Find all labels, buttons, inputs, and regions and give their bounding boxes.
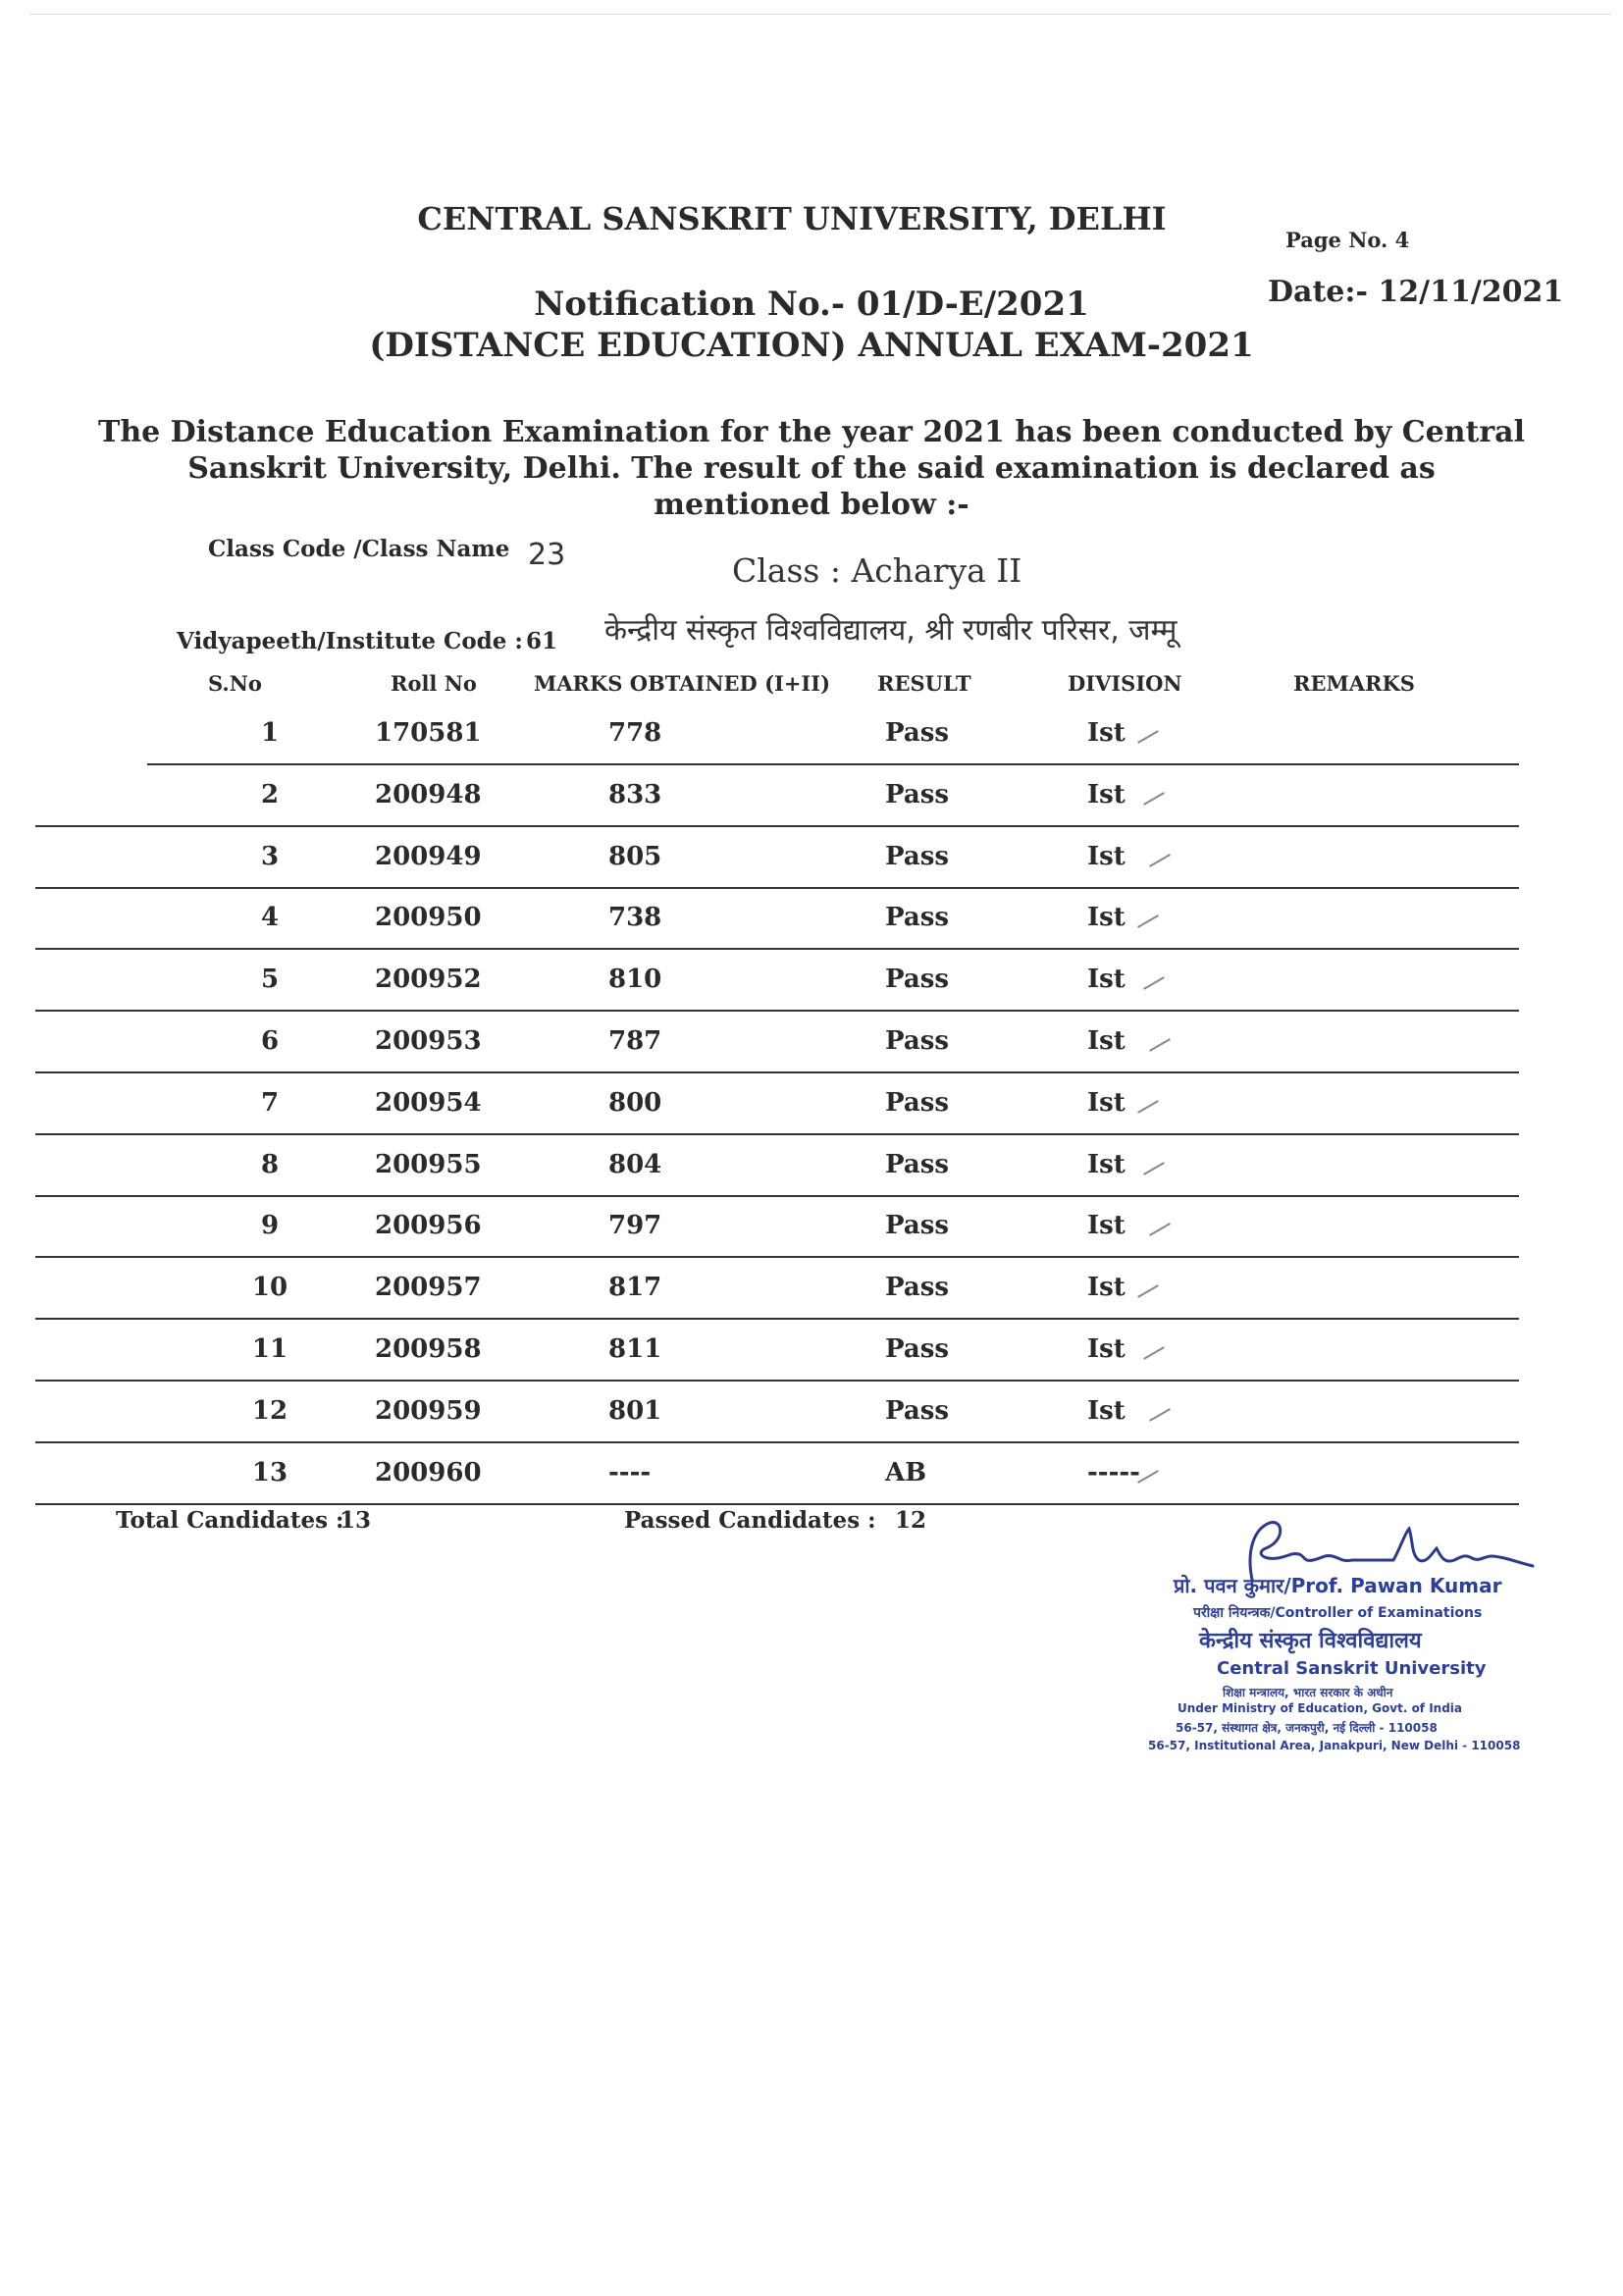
cell-roll: 200955 <box>375 1149 482 1179</box>
cell-division: Ist <box>1087 1026 1126 1056</box>
cell-marks: 787 <box>608 1026 662 1056</box>
cell-marks: 797 <box>608 1211 662 1241</box>
cell-result: Pass <box>885 1026 949 1056</box>
row-divider <box>35 948 1519 950</box>
cell-sno: 10 <box>251 1273 288 1303</box>
total-candidates-value: 13 <box>340 1507 372 1534</box>
row-divider <box>35 887 1519 889</box>
cell-result: Pass <box>885 1395 949 1426</box>
scan-edge-line <box>29 14 1611 15</box>
row-divider <box>35 825 1519 827</box>
cell-division: Ist <box>1087 903 1126 933</box>
col-header-marks: MARKS OBTAINED (I+II) <box>534 671 831 696</box>
cell-result: Pass <box>885 965 949 995</box>
check-mark-icon <box>1137 1470 1159 1484</box>
row-divider <box>35 1133 1519 1135</box>
check-mark-icon <box>1143 976 1165 990</box>
cell-sno: 3 <box>260 841 280 871</box>
cell-result: AB <box>885 1457 927 1487</box>
col-header-division: DIVISION <box>1068 671 1182 696</box>
class-code-value: 23 <box>528 538 566 572</box>
institute-name-value: केन्द्रीय संस्कृत विश्वविद्यालय, श्री रणबीर परिसर, जम्मू <box>604 613 1178 648</box>
cell-roll: 200960 <box>375 1457 482 1487</box>
check-mark-icon <box>1149 854 1171 867</box>
intro-paragraph <box>98 414 1525 523</box>
cell-result: Pass <box>885 1149 949 1179</box>
cell-division: ----- <box>1087 1457 1140 1487</box>
cell-result: Pass <box>885 841 949 871</box>
check-mark-icon <box>1137 1284 1159 1298</box>
row-divider <box>35 1071 1519 1073</box>
row-divider <box>35 1195 1519 1197</box>
cell-division: Ist <box>1087 779 1126 809</box>
stamp-university-hindi: केन्द्रीय संस्कृत विश्वविद्यालय <box>1199 1629 1422 1653</box>
row-divider <box>35 1503 1519 1505</box>
cell-marks: 833 <box>608 779 662 809</box>
cell-division: Ist <box>1087 1334 1126 1364</box>
cell-sno: 12 <box>251 1395 288 1426</box>
check-mark-icon <box>1143 1346 1165 1360</box>
cell-marks: 817 <box>608 1273 662 1303</box>
class-code-label: Class Code /Class Name <box>208 536 510 562</box>
cell-roll: 200954 <box>375 1087 482 1118</box>
cell-marks: 778 <box>608 718 662 748</box>
cell-roll: 200952 <box>375 965 482 995</box>
cell-marks: ---- <box>608 1457 652 1487</box>
cell-result: Pass <box>885 903 949 933</box>
notification-date: Date:- 12/11/2021 <box>1268 275 1564 309</box>
cell-roll: 200953 <box>375 1026 482 1056</box>
notification-number: Notification No.- 01/D-E/2021 <box>534 285 1089 324</box>
institute-code-value: 61 <box>526 628 558 654</box>
row-divider <box>35 1380 1519 1382</box>
cell-sno: 13 <box>251 1457 288 1487</box>
intro-line-1: The Distance Education Examination for the year 2021 has been conducted by Central <box>98 415 1525 449</box>
cell-result: Pass <box>885 718 949 748</box>
cell-result: Pass <box>885 1211 949 1241</box>
col-header-remarks: REMARKS <box>1293 671 1415 696</box>
stamp-designation: परीक्षा नियन्त्रक/Controller of Examinations <box>1193 1605 1483 1621</box>
cell-marks: 800 <box>608 1087 662 1118</box>
cell-roll: 200948 <box>375 779 482 809</box>
stamp-university-english: Central Sanskrit University <box>1217 1658 1487 1679</box>
col-header-sno: S.No <box>208 671 262 696</box>
check-mark-icon <box>1149 1038 1171 1052</box>
cell-division: Ist <box>1087 1149 1126 1179</box>
class-name-value: Class : Acharya II <box>732 551 1022 590</box>
check-mark-icon <box>1143 792 1165 806</box>
stamp-ministry-english: Under Ministry of Education, Govt. of India <box>1178 1701 1463 1715</box>
cell-marks: 804 <box>608 1149 662 1179</box>
check-mark-icon <box>1137 915 1159 929</box>
cell-sno: 2 <box>260 779 280 809</box>
row-divider <box>35 1256 1519 1258</box>
exam-title: (DISTANCE EDUCATION) ANNUAL EXAM-2021 <box>369 326 1254 365</box>
cell-marks: 738 <box>608 903 662 933</box>
page-number: Page No. 4 <box>1285 228 1410 252</box>
cell-sno: 6 <box>260 1026 280 1056</box>
cell-sno: 11 <box>251 1334 288 1364</box>
col-header-roll: Roll No <box>391 671 477 696</box>
cell-sno: 9 <box>260 1211 280 1241</box>
cell-division: Ist <box>1087 718 1126 748</box>
cell-sno: 4 <box>260 903 280 933</box>
cell-roll: 200949 <box>375 841 482 871</box>
row-divider <box>35 1441 1519 1443</box>
intro-line-2: Sanskrit University, Delhi. The result of the said examination is declared as mentioned below :- <box>187 451 1436 522</box>
cell-roll: 200958 <box>375 1334 482 1364</box>
row-divider <box>35 1010 1519 1012</box>
passed-candidates-label: Passed Candidates : <box>624 1507 876 1534</box>
col-header-result: RESULT <box>877 671 971 696</box>
cell-division: Ist <box>1087 1273 1126 1303</box>
cell-marks: 801 <box>608 1395 662 1426</box>
row-divider <box>147 763 1519 765</box>
cell-result: Pass <box>885 1087 949 1118</box>
institute-code-label: Vidyapeeth/Institute Code : <box>177 628 523 654</box>
stamp-name: प्रो. पवन कुमार/Prof. Pawan Kumar <box>1174 1574 1502 1597</box>
check-mark-icon <box>1149 1224 1171 1237</box>
cell-division: Ist <box>1087 965 1126 995</box>
cell-roll: 200956 <box>375 1211 482 1241</box>
passed-candidates-value: 12 <box>895 1507 927 1534</box>
check-mark-icon <box>1137 1100 1159 1114</box>
cell-sno: 8 <box>260 1149 280 1179</box>
check-mark-icon <box>1137 730 1159 744</box>
cell-result: Pass <box>885 779 949 809</box>
cell-division: Ist <box>1087 841 1126 871</box>
cell-marks: 810 <box>608 965 662 995</box>
cell-sno: 7 <box>260 1087 280 1118</box>
check-mark-icon <box>1149 1408 1171 1422</box>
cell-roll: 170581 <box>375 718 482 748</box>
cell-marks: 805 <box>608 841 662 871</box>
cell-sno: 1 <box>260 718 280 748</box>
check-mark-icon <box>1143 1162 1165 1175</box>
cell-sno: 5 <box>260 965 280 995</box>
cell-division: Ist <box>1087 1211 1126 1241</box>
cell-result: Pass <box>885 1334 949 1364</box>
cell-roll: 200957 <box>375 1273 482 1303</box>
stamp-ministry-hindi: शिक्षा मन्त्रालय, भारत सरकार के अधीन <box>1223 1686 1393 1699</box>
total-candidates-label: Total Candidates : <box>116 1507 344 1534</box>
stamp-address-english: 56-57, Institutional Area, Janakpuri, New Delhi - 110058 <box>1148 1739 1521 1752</box>
stamp-address-hindi: 56-57, संस्थागत क्षेत्र, जनकपुरी, नई दिल्ली - 110058 <box>1176 1721 1438 1735</box>
university-title: CENTRAL SANSKRIT UNIVERSITY, DELHI <box>417 200 1167 237</box>
cell-marks: 811 <box>608 1334 662 1364</box>
cell-division: Ist <box>1087 1087 1126 1118</box>
row-divider <box>35 1318 1519 1320</box>
cell-roll: 200959 <box>375 1395 482 1426</box>
cell-result: Pass <box>885 1273 949 1303</box>
cell-roll: 200950 <box>375 903 482 933</box>
cell-division: Ist <box>1087 1395 1126 1426</box>
